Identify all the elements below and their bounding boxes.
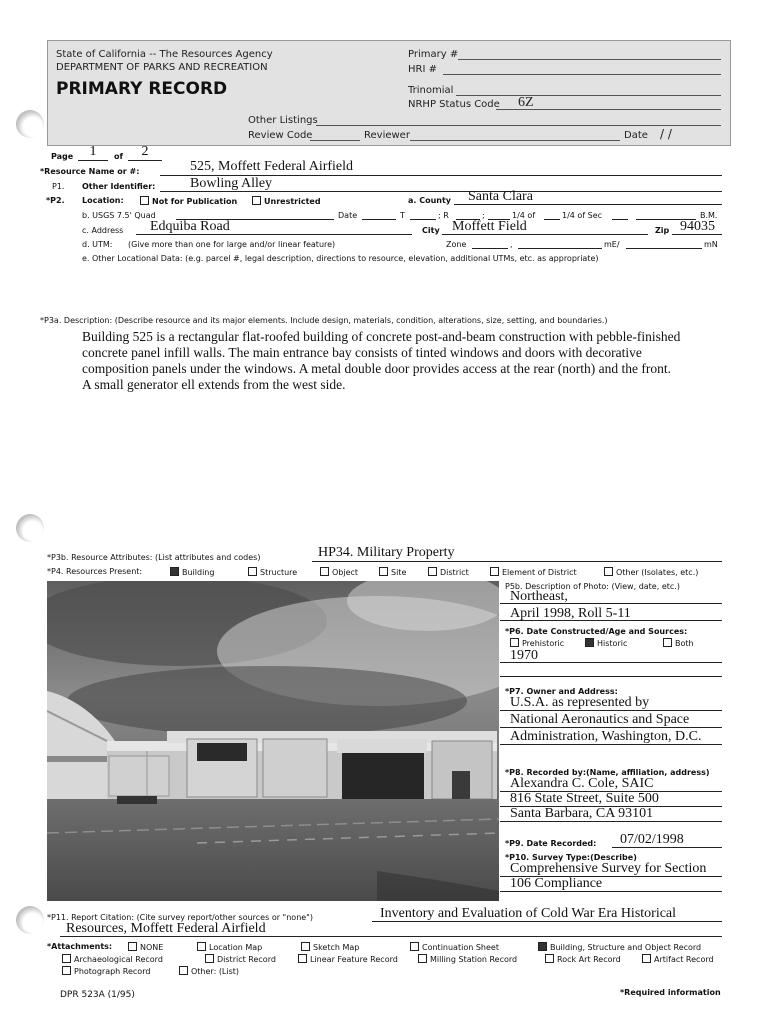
usgs-sec-line[interactable]: [612, 219, 628, 220]
checkbox[interactable]: [205, 954, 214, 963]
nrhp-label: NRHP Status Code: [408, 99, 500, 110]
attachment-rock-art[interactable]: Rock Art Record: [545, 954, 621, 964]
p3b-label: *P3b. Resource Attributes: (List attributes and codes): [47, 553, 261, 562]
p7-label: *P7. Owner and Address:: [505, 687, 618, 696]
p5b-value[interactable]: Northeast,: [510, 589, 568, 604]
attachment-sketch-map[interactable]: Sketch Map: [301, 942, 359, 952]
checkbox[interactable]: [418, 954, 427, 963]
date-value: / /: [660, 127, 672, 141]
checkbox[interactable]: [252, 196, 261, 205]
resource-photo: [47, 581, 499, 901]
punch-hole: [16, 906, 44, 934]
p11-value-line2[interactable]: Resources, Moffett Federal Airfield: [66, 921, 266, 936]
form-number: DPR 523A (1/95): [60, 990, 135, 1000]
attachments-label: *Attachments:: [47, 942, 113, 951]
p6-value[interactable]: 1970: [510, 648, 538, 663]
p4-option-building[interactable]: Building: [170, 567, 214, 577]
utm-label: d. UTM:: [82, 240, 113, 249]
p4-option-district[interactable]: District: [428, 567, 469, 577]
usgs-label: b. USGS 7.5' Quad: [82, 211, 156, 220]
address-label: c. Address: [82, 226, 124, 235]
p8-value[interactable]: 816 State Street, Suite 500: [510, 791, 659, 806]
p4-option-site[interactable]: Site: [379, 567, 406, 577]
usgs-q2-line[interactable]: [544, 219, 560, 220]
p6-option-historic[interactable]: Historic: [585, 638, 627, 648]
p2-not-for-pub[interactable]: Not for Publication: [140, 196, 237, 206]
checkbox[interactable]: [642, 954, 651, 963]
p11-value-line1[interactable]: Inventory and Evaluation of Cold War Era Historical: [380, 906, 677, 921]
checkbox[interactable]: [298, 954, 307, 963]
review-code-field[interactable]: [310, 140, 360, 141]
checkbox[interactable]: [128, 942, 137, 951]
attachment-location-map[interactable]: Location Map: [197, 942, 262, 952]
me-label: mE/: [604, 240, 620, 249]
p9-label: *P9. Date Recorded:: [505, 839, 597, 848]
p4-option-other[interactable]: Other (Isolates, etc.): [604, 567, 698, 577]
p8-value[interactable]: Alexandra C. Cole, SAIC: [510, 776, 654, 791]
attachment-district-record[interactable]: District Record: [205, 954, 276, 964]
p3a-description[interactable]: [82, 329, 680, 393]
resource-name-value[interactable]: 525, Moffett Federal Airfield: [190, 159, 354, 174]
usgs-sec-label: 1/4 of Sec: [562, 211, 603, 220]
checkbox[interactable]: [179, 966, 188, 975]
usgs-date-line[interactable]: [362, 219, 396, 220]
p4-option-structure[interactable]: Structure: [248, 567, 297, 577]
p3a-line: A small generator ell extends from the west side.: [82, 377, 346, 392]
punch-hole: [16, 514, 44, 542]
hri-label: HRI #: [408, 64, 437, 75]
attachment-milling-station[interactable]: Milling Station Record: [418, 954, 517, 964]
page-label: Page: [51, 152, 74, 161]
other-listings-label: Other Listings: [248, 115, 318, 126]
trinomial-field[interactable]: [456, 95, 721, 96]
trinomial-label: Trinomial: [408, 85, 454, 96]
p10-label: *P10. Survey Type:(Describe): [505, 853, 637, 862]
p5b-value[interactable]: April 1998, Roll 5-11: [510, 606, 631, 621]
checkbox[interactable]: [490, 567, 499, 576]
checkbox[interactable]: [379, 567, 388, 576]
address-value[interactable]: Edquiba Road: [150, 219, 230, 234]
checkbox[interactable]: [248, 567, 257, 576]
form-title: PRIMARY RECORD: [56, 79, 228, 99]
p2-num: *P2.: [46, 196, 65, 205]
checkbox-checked[interactable]: [170, 567, 179, 576]
p10-value[interactable]: 106 Compliance: [510, 876, 603, 891]
agency-line-2: DEPARTMENT OF PARKS AND RECREATION: [56, 62, 268, 73]
usgs-quarter-of: 1/4 of: [512, 211, 536, 220]
checkbox[interactable]: [663, 638, 672, 647]
usgs-bm-label: B.M.: [700, 211, 718, 220]
easting-line[interactable]: [518, 248, 602, 249]
p8-label: *P8. Recorded by:(Name, affiliation, address): [505, 768, 710, 777]
p2-unrestricted[interactable]: Unrestricted: [252, 196, 321, 206]
p3a-label: *P3a. Description: (Describe resource and its major elements. Include design, materials, condition, alterations, size, setting, and boundaries.): [40, 316, 608, 325]
p3a-line: composition panels under the windows. A metal double door provides access at the rear (north) and the front.: [82, 361, 671, 376]
attachment-linear-feature[interactable]: Linear Feature Record: [298, 954, 398, 964]
p3a-line: Building 525 is a rectangular flat-roofed building of concrete post-and-beam construction with pebble-finished: [82, 329, 681, 344]
checkbox[interactable]: [301, 942, 310, 951]
p7-value[interactable]: Administration, Washington, D.C.: [510, 729, 702, 744]
primary-field[interactable]: [458, 59, 721, 60]
agency-line-1: State of California -- The Resources Agency: [56, 49, 273, 60]
reviewer-label: Reviewer: [364, 130, 410, 141]
p6-option-both[interactable]: Both: [663, 638, 694, 648]
p10-value[interactable]: Comprehensive Survey for Section: [510, 861, 707, 876]
p3a-line: concrete panel infill walls. The main entrance bay consists of tinted windows and doors with decorative: [82, 345, 642, 360]
attachment-none[interactable]: NONE: [128, 942, 163, 952]
checkbox[interactable]: [428, 567, 437, 576]
p11-label: *P11. Report Citation: (Cite survey report/other sources or "none"): [47, 913, 313, 922]
checkbox[interactable]: [62, 954, 71, 963]
usgs-date-label: Date: [338, 211, 358, 220]
attachment-photograph[interactable]: Photograph Record: [62, 966, 150, 976]
usgs-r-label: ; R: [438, 211, 449, 220]
county-label: a. County: [408, 196, 452, 205]
checkbox[interactable]: [545, 954, 554, 963]
checkbox[interactable]: [320, 567, 329, 576]
checkbox-checked[interactable]: [538, 942, 547, 951]
review-code-label: Review Code: [248, 130, 313, 141]
building-photo-illustration: [47, 581, 499, 901]
other-listings-field[interactable]: [316, 125, 721, 126]
reviewer-field[interactable]: [410, 140, 620, 141]
checkbox[interactable]: [604, 567, 613, 576]
city-label: City: [422, 226, 440, 235]
p5b-label: P5b. Description of Photo: (View, date, etc.): [505, 582, 680, 591]
resource-name-label: *Resource Name or #:: [40, 167, 140, 176]
p3b-line: [312, 561, 722, 562]
primary-label: Primary #: [408, 49, 459, 60]
p4-label: *P4. Resources Present:: [47, 567, 143, 576]
p3b-value[interactable]: HP34. Military Property: [318, 545, 455, 560]
city-value[interactable]: Moffett Field: [452, 219, 527, 234]
zip-label: Zip: [655, 226, 670, 235]
form-header: [47, 40, 731, 146]
hri-field[interactable]: [443, 74, 721, 75]
checkbox-checked[interactable]: [585, 638, 594, 647]
county-value[interactable]: Santa Clara: [468, 189, 533, 204]
punch-hole: [16, 110, 44, 138]
attachment-archaeological[interactable]: Archaeological Record: [62, 954, 163, 964]
p7-value[interactable]: National Aeronautics and Space: [510, 712, 690, 727]
p4-option-element[interactable]: Element of District: [490, 567, 577, 577]
p1-value[interactable]: Bowling Alley: [190, 176, 273, 191]
zone-label: Zone: [446, 240, 467, 249]
p6-label: *P6. Date Constructed/Age and Sources:: [505, 627, 688, 636]
other-locational-label: e. Other Locational Data: (e.g. parcel #, legal description, directions to resource, elevation, additional UTMs, etc. as appropriate): [82, 254, 599, 263]
nrhp-value: 6Z: [518, 95, 534, 110]
required-note: *Required information: [620, 988, 721, 997]
page-number: 1: [78, 144, 108, 161]
page-total: 2: [128, 144, 162, 161]
attachment-building-record[interactable]: Building, Structure and Object Record: [538, 942, 701, 952]
attachment-continuation-sheet[interactable]: Continuation Sheet: [410, 942, 499, 952]
utm-note: (Give more than one for large and/or linear feature): [128, 240, 336, 249]
p1-label: Other Identifier:: [82, 182, 156, 191]
usgs-t-label: T: [400, 211, 405, 220]
checkbox[interactable]: [510, 638, 519, 647]
p7-value[interactable]: U.S.A. as represented by: [510, 695, 650, 710]
zone-line[interactable]: [472, 248, 508, 249]
zip-value[interactable]: 94035: [680, 219, 715, 234]
checkbox[interactable]: [410, 942, 419, 951]
northing-line[interactable]: [626, 248, 702, 249]
checkbox[interactable]: [140, 196, 149, 205]
checkbox[interactable]: [197, 942, 206, 951]
p6-option-prehistoric[interactable]: Prehistoric: [510, 638, 564, 648]
p8-value[interactable]: Santa Barbara, CA 93101: [510, 806, 654, 821]
checkbox[interactable]: [62, 966, 71, 975]
mn-label: mN: [704, 240, 718, 249]
p2-location-label: Location:: [82, 196, 124, 205]
p9-value[interactable]: 07/02/1998: [620, 832, 684, 847]
attachment-artifact[interactable]: Artifact Record: [642, 954, 714, 964]
p6-line: [500, 676, 722, 677]
date-label: Date: [624, 130, 648, 141]
attachment-other[interactable]: Other: (List): [179, 966, 239, 976]
p1-num: P1.: [52, 182, 65, 191]
p4-option-object[interactable]: Object: [320, 567, 358, 577]
page-of-label: of: [114, 152, 123, 161]
usgs-semicolon: ;: [482, 211, 485, 220]
usgs-t-line[interactable]: [410, 219, 436, 220]
